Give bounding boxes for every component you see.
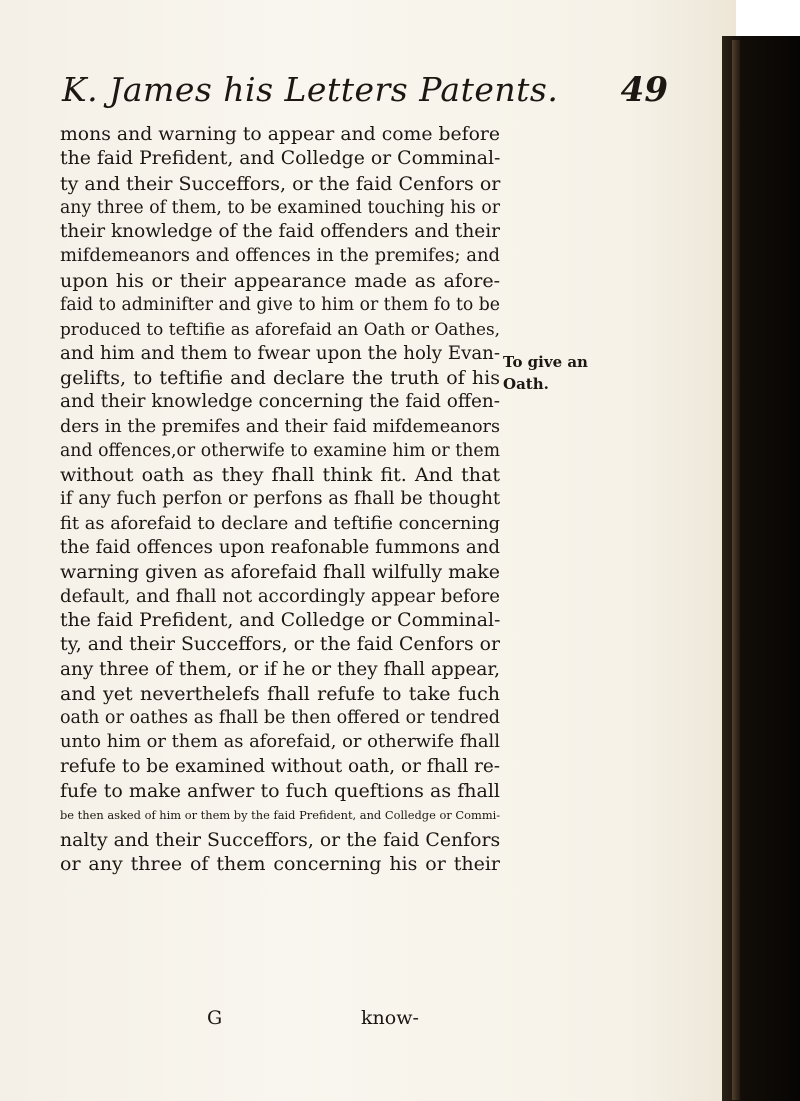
text-line: warning given as aforefaid fhall wilfully make — [60, 561, 500, 584]
text-line: ders in the premifes and their faid mifdemeanors — [60, 416, 500, 437]
catchword: know- — [361, 1007, 419, 1029]
signature-mark: G — [207, 1007, 223, 1029]
text-line: their knowledge of the faid offenders and their — [60, 221, 500, 243]
running-head: K. James his Letters Patents. — [62, 70, 559, 109]
book-gutter — [732, 40, 740, 1100]
text-line: produced to teftifie as aforefaid an Oath or Oathes, — [60, 319, 500, 340]
text-line: default, and fhall not accordingly appear before — [60, 585, 500, 607]
text-line: fufe to make anfwer to fuch queftions as fhall — [60, 780, 500, 803]
text-line: gelifts, to teftifie and declare the truth of his — [60, 366, 500, 389]
text-line: any three of them, or if he or they fhall appear, — [60, 658, 500, 680]
margin-note-line: Oath. — [503, 375, 549, 393]
text-line: and offences,or otherwife to examine him or them — [60, 440, 500, 461]
text-line: ty and their Succeffors, or the faid Cenfors or — [60, 172, 501, 195]
text-line: unto him or them as aforefaid, or otherwife fhall — [60, 731, 500, 753]
text-line: or any three of them concerning his or their — [60, 852, 500, 875]
text-line: without oath as they fhall think fit. And that — [60, 464, 500, 487]
margin-note — [503, 351, 703, 395]
text-line: ty, and their Succeffors, or the faid Cenfors or — [60, 634, 500, 656]
text-line: mons and warning to appear and come before — [60, 124, 500, 145]
text-line: the faid offences upon reafonable fummons and — [60, 537, 500, 559]
text-line: refufe to be examined without oath, or fhall re- — [60, 755, 500, 777]
page-header — [62, 70, 668, 120]
text-line: and him and them to fwear upon the holy Evan- — [60, 342, 500, 364]
page-number: 49 — [620, 70, 668, 110]
text-line: the faid Prefident, and Colledge or Comminal- — [60, 609, 501, 631]
text-line: and yet neverthelefs fhall refufe to take fuch — [60, 682, 500, 705]
body-text — [60, 123, 500, 876]
text-line: the faid Prefident, and Colledge or Comminal- — [60, 148, 501, 170]
text-line: faid to adminifter and give to him or them fo to be — [60, 295, 500, 316]
text-line: fit as aforefaid to declare and teftifie concerning — [60, 512, 500, 534]
text-line: be then asked of him or them by the faid Prefident, and Colledge or Commi- — [60, 808, 501, 823]
text-line: upon his or their appearance made as afore- — [60, 269, 500, 292]
text-line: and their knowledge concerning the faid offen- — [60, 391, 500, 413]
margin-note-line: To give an — [503, 353, 588, 371]
text-line: mifdemeanors and offences in the premifes; and — [60, 245, 500, 267]
text-line: nalty and their Succeffors, or the faid Cenfors — [60, 828, 501, 851]
text-line: oath or oathes as fhall be then offered or tendred — [60, 708, 500, 729]
text-line: if any fuch perfon or perfons as fhall be thought — [60, 488, 501, 510]
text-line: any three of them, to be examined touching his or — [60, 197, 500, 218]
